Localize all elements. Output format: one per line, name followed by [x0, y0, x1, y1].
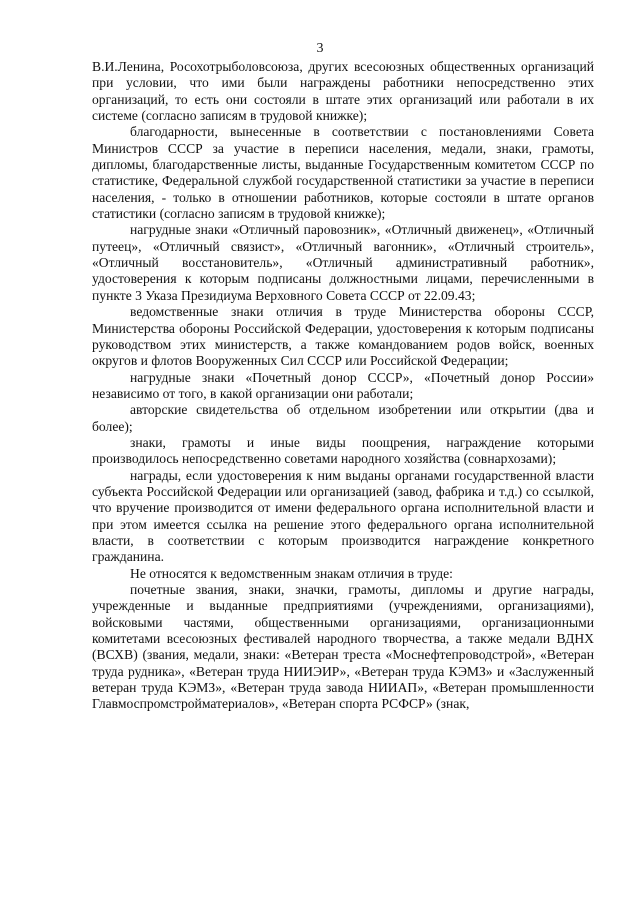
paragraph: знаки, грамоты и иные виды поощрения, награждение которыми производилось непосредственно советами народного хозяйства (совнархозами); [92, 434, 594, 467]
paragraph: почетные звания, знаки, значки, грамоты, дипломы и другие награды, учрежденные и выданные предприятиями (учреждениями, организациями), войсковыми частями, общественными организациями, организационными комитетами всесоюзных фестивалей народного творчества, а также медали ВДНХ (ВСХВ) (звания, медали, знаки: «Ветеран треста «Моснефтепроводстрой», «Ветеран труда рудника», «Ветеран труда НИИЭИР», «Ветеран труда КЭМЗ» и «Заслуженный ветеран труда КЭМЗ», «Ветеран труда завода НИИАП», «Ветеран промышленности Главмоспромстройматериалов», «Ветеран спорта РСФСР» (знак, [92, 582, 594, 712]
page-number: 3 [316, 41, 324, 56]
paragraph: награды, если удостоверения к ним выданы органами государственной власти субъекта Российской Федерации или организацией (завод, фабрика и т.д.) со ссылкой, что вручение производится от имени федерального органа исполнительной власти и при этом имеется ссылка на решение этого федерального органа исполнительной власти, в соответствии с которым производится награждение конкретного гражданина. [92, 467, 594, 565]
section-lead: Не относятся к ведомственным знакам отличия в труде: [130, 565, 453, 581]
paragraph: нагрудные знаки «Отличный паровозник», «Отличный движенец», «Отличный путеец», «Отличный связист», «Отличный вагонник», «Отличный строитель», «Отличный восстановитель», «Отличный административный работник», удостоверения к которым подписаны должностными лицами, перечисленными в пункте 3 Указа Президиума Верховного Совета СССР от 22.09.43; [92, 222, 594, 303]
paragraph: нагрудные знаки «Почетный донор СССР», «Почетный донор России» независимо от того, в какой организации они работали; [92, 369, 594, 401]
paragraph: В.И.Ленина, Росохотрыболовсоюза, других всесоюзных общественных организаций при условии, что ими были награждены работники непосредственно этих организаций, то есть они состояли в штате этих организаций или работали в их системе (согласно записям в трудовой книжке); [92, 59, 594, 124]
paragraph: благодарности, вынесенные в соответствии с постановлениями Совета Министров СССР за участие в переписи населения, медали, знаки, грамоты, дипломы, благодарственные листы, выданные Государственным комитетом СССР по статистике, Федеральной службой государственной статистики за участие в переписи населения, - только в отношении работников, которые состояли в штате органов статистики (согласно записям в трудовой книжке); [92, 124, 594, 222]
document-body [92, 59, 594, 713]
paragraph: авторские свидетельства об отдельном изобретении или открытии (два и более); [92, 402, 594, 434]
paragraph: ведомственные знаки отличия в труде Министерства обороны СССР, Министерства обороны Российской Федерации, удостоверения к которым подписаны руководством этих министерств, а также командованием родов войск, военных округов и флотов Вооруженных Сил СССР или Российской Федерации; [92, 304, 594, 369]
